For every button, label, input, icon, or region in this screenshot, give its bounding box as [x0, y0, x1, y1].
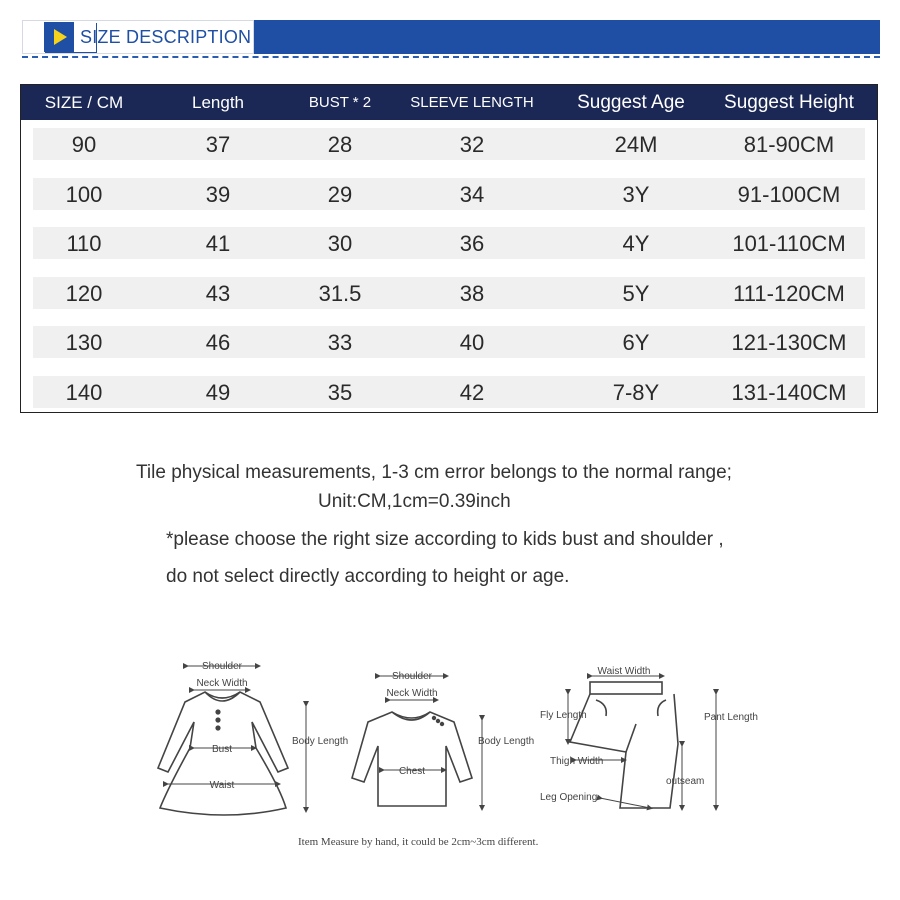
cell-size: 130	[65, 330, 103, 355]
top-shoulder-label: Shoulder	[391, 671, 433, 682]
cell-height: 101-110CM	[732, 231, 846, 256]
column-header-sleeve: SLEEVE LENGTH	[410, 94, 534, 111]
cell-size: 100	[65, 182, 103, 207]
section-header-bar	[254, 20, 880, 54]
cell-height: 131-140CM	[731, 380, 847, 405]
cell-size: 140	[65, 380, 103, 405]
diagram-footnote: Item Measure by hand, it could be 2cm~3cm different.	[298, 836, 539, 848]
cell-age: 7-8Y	[612, 380, 660, 405]
table-row	[21, 269, 877, 318]
dress-shoulder-label: Shoulder	[201, 661, 243, 672]
header-divider	[22, 56, 880, 58]
note-line-2: Unit:CM,1cm=0.39inch	[318, 491, 511, 512]
cell-sleeve: 34	[459, 182, 485, 207]
cell-size: 110	[66, 231, 102, 256]
size-table	[20, 84, 878, 413]
cell-length: 49	[205, 380, 231, 405]
table-row	[21, 170, 877, 219]
cell-age: 24M	[614, 132, 658, 157]
dress-waist-label: Waist	[209, 780, 235, 791]
cell-height: 81-90CM	[743, 132, 835, 157]
column-header-bust: BUST * 2	[308, 94, 372, 111]
table-row	[21, 368, 877, 417]
cell-length: 46	[205, 330, 231, 355]
cell-bust: 35	[327, 380, 353, 405]
cell-sleeve: 42	[459, 380, 485, 405]
cell-sleeve: 38	[459, 281, 485, 306]
column-header-length: Length	[192, 93, 244, 112]
cell-length: 39	[205, 182, 231, 207]
pants-outseam-label: outseam	[666, 776, 705, 787]
pants-pant-length-label: Pant Length	[704, 712, 758, 723]
note-line-1: Tile physical measurements, 1-3 cm error belongs to the normal range;	[136, 462, 732, 483]
column-header-height: Suggest Height	[724, 92, 854, 113]
cell-height: 91-100CM	[737, 182, 841, 207]
column-header-size: SIZE / CM	[44, 93, 124, 112]
pants-waist-width-label: Waist Width	[597, 666, 651, 677]
cell-length: 41	[205, 231, 231, 256]
cell-age: 5Y	[622, 281, 650, 306]
dress-bust-label: Bust	[211, 744, 233, 755]
pants-illustration	[570, 682, 678, 808]
measurement-diagram-svg	[130, 648, 770, 838]
cell-sleeve: 40	[459, 330, 485, 355]
cell-age: 4Y	[622, 231, 650, 256]
top-chest-label: Chest	[398, 766, 426, 777]
dress-neck-label: Neck Width	[196, 678, 248, 689]
pants-thigh-width-label: Thigh Width	[550, 756, 604, 767]
cell-sleeve: 32	[459, 132, 485, 157]
column-header-age: Suggest Age	[577, 92, 685, 113]
cell-size: 90	[71, 132, 97, 157]
cell-length: 37	[205, 132, 231, 157]
cell-bust: 29	[327, 182, 353, 207]
top-body-length-label: Body Length	[478, 736, 535, 747]
cell-age: 6Y	[622, 330, 650, 355]
cell-bust: 28	[327, 132, 353, 157]
note-line-3: *please choose the right size according to kids bust and shoulder ,	[166, 529, 724, 550]
table-header-row	[21, 85, 877, 120]
pants-fly-length-label: Fly Length	[540, 710, 587, 721]
cell-length: 43	[205, 281, 231, 306]
table-row	[21, 120, 877, 169]
pants-leg-opening-label: Leg Opening	[540, 792, 598, 803]
top-illustration	[352, 712, 472, 806]
cell-height: 111-120CM	[733, 281, 845, 306]
arrow-icon	[54, 29, 67, 45]
section-title: SIZE DESCRIPTION	[80, 27, 252, 47]
measurement-diagram	[130, 648, 770, 858]
cell-height: 121-130CM	[731, 330, 847, 355]
pants-arrows	[568, 676, 716, 808]
cell-age: 3Y	[622, 182, 650, 207]
section-header-label-wrap	[22, 20, 254, 54]
cell-bust: 30	[327, 231, 353, 256]
note-line-4: do not select directly according to height or age.	[166, 566, 570, 587]
table-row	[21, 318, 877, 367]
top-neck-label: Neck Width	[386, 688, 438, 699]
table-row	[21, 219, 877, 268]
cell-bust: 31.5	[318, 281, 362, 306]
cell-sleeve: 36	[459, 231, 485, 256]
cell-bust: 33	[327, 330, 353, 355]
table-body	[21, 120, 877, 412]
dress-body-length-label: Body Length	[292, 736, 349, 747]
cell-size: 120	[65, 281, 103, 306]
